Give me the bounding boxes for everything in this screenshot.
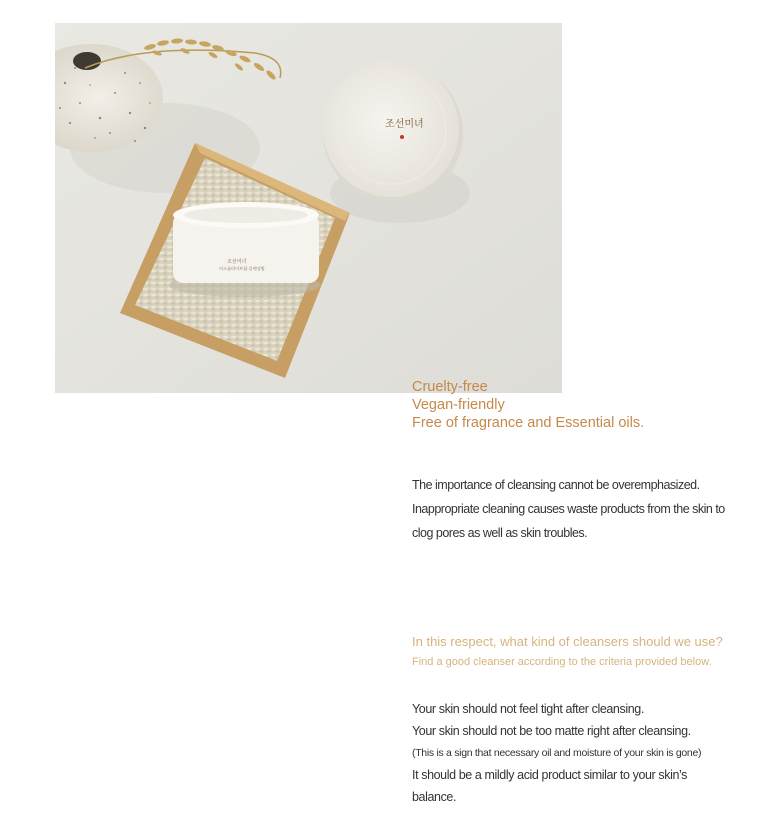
headline-vegan-friendly: Vegan-friendly — [412, 397, 505, 413]
criteria-item: balance. — [412, 790, 457, 804]
intro-line: clog pores as well as skin troubles. — [412, 526, 588, 540]
question-subtitle: Find a good cleanser according to the criteria provided below. — [412, 656, 712, 668]
intro-line: The importance of cleansing cannot be overemphasized. — [412, 478, 700, 492]
cleansing-balm-jar — [169, 202, 321, 297]
jar-label-line2: 어스름라이트립 클렌징밤 — [219, 266, 265, 271]
criteria-item: Your skin should not be too matte right after cleansing. — [412, 724, 691, 738]
headline-cruelty-free: Cruelty-free — [412, 379, 488, 395]
criteria-list — [412, 698, 777, 808]
headline-fragrance-free: Free of fragrance and Essential oils. — [412, 415, 645, 431]
question-block — [412, 632, 777, 672]
headline-block — [412, 378, 777, 432]
jar-label-line1: 조선미녀 — [227, 259, 247, 265]
product-photo — [55, 23, 562, 393]
question-title: In this respect, what kind of cleansers should we use? — [412, 634, 723, 649]
criteria-item: Your skin should not feel tight after cleansing. — [412, 702, 644, 716]
criteria-item: It should be a mildly acid product similar to your skin’s — [412, 768, 688, 782]
lid-logo: 조선미녀 — [385, 119, 424, 130]
intro-paragraph — [412, 473, 777, 545]
intro-line: Inappropriate cleaning causes waste products from the skin to — [412, 502, 725, 516]
criteria-note: (This is a sign that necessary oil and moisture of your skin is gone) — [412, 747, 702, 759]
